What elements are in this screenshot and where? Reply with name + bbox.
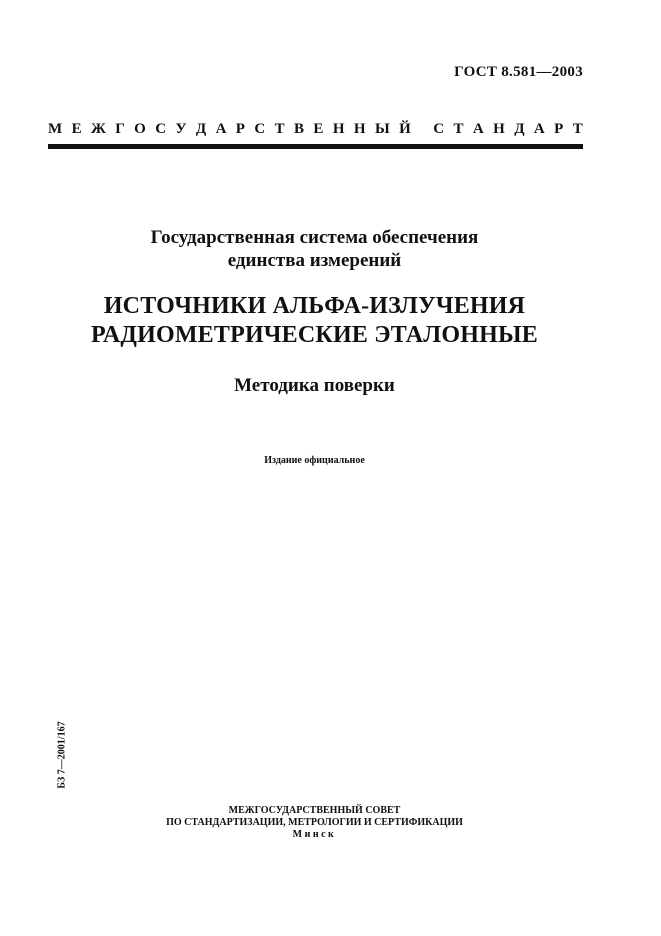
standard-type-letter: Ы	[374, 121, 390, 137]
subtitle: Методика поверки	[234, 375, 395, 396]
standard-type-letter: Й	[399, 121, 411, 137]
main-title-line1: ИСТОЧНИКИ АЛЬФА-ИЗЛУЧЕНИЯ	[103, 293, 526, 319]
standard-type-letter: Т	[274, 121, 285, 137]
system-title	[0, 226, 629, 272]
standard-type-letter: С	[433, 121, 445, 137]
system-title-line1: Государственная система обеспечения	[150, 227, 479, 248]
system-title-line2: единства измерений	[227, 250, 402, 271]
side-code: БЗ 7—2001/167	[56, 721, 68, 789]
standard-type-letter: С	[155, 121, 167, 137]
standard-type-letter: С	[254, 121, 266, 137]
standard-type-letter: Д	[195, 121, 207, 137]
standard-type-letter: У	[175, 121, 187, 137]
standard-type-letter: Р	[554, 121, 564, 137]
standard-type-letter: А	[533, 121, 545, 137]
standard-type-letter: Т	[453, 121, 464, 137]
standard-type-letter: Е	[313, 121, 324, 137]
standard-type-letter: Г	[115, 121, 125, 137]
publisher-line1: МЕЖГОСУДАРСТВЕННЫЙ СОВЕТ	[228, 805, 401, 816]
standard-type-letter: А	[472, 121, 484, 137]
publisher-city: Минск	[292, 829, 337, 840]
main-title-line2: РАДИОМЕТРИЧЕСКИЕ ЭТАЛОННЫЕ	[91, 322, 538, 348]
standard-type-letter: Р	[235, 121, 245, 137]
standard-type-heading	[48, 121, 583, 138]
standard-type-letter: В	[294, 121, 305, 137]
standard-type-letter: Д	[514, 121, 525, 137]
document-code: ГОСТ 8.581—2003	[454, 64, 583, 80]
standard-type-letter: А	[215, 121, 227, 137]
standard-type-letter: Н	[353, 121, 366, 137]
standard-type-letter: О	[134, 121, 146, 137]
header-rule	[48, 144, 583, 149]
publisher-block	[0, 805, 629, 841]
standard-type-letter: Ж	[90, 121, 106, 137]
standard-type-letter	[420, 121, 424, 138]
standard-type-letter: Н	[493, 121, 505, 137]
standard-type-letter: Т	[572, 121, 583, 137]
standard-type-letter: М	[48, 121, 63, 137]
main-title	[0, 292, 629, 350]
standard-type-letter: Е	[71, 121, 82, 137]
standard-type-letter: Н	[332, 121, 345, 137]
publisher-line2: ПО СТАНДАРТИЗАЦИИ, МЕТРОЛОГИИ И СЕРТИФИКАЦИИ	[166, 817, 463, 828]
edition-label: Издание официальное	[264, 455, 365, 466]
